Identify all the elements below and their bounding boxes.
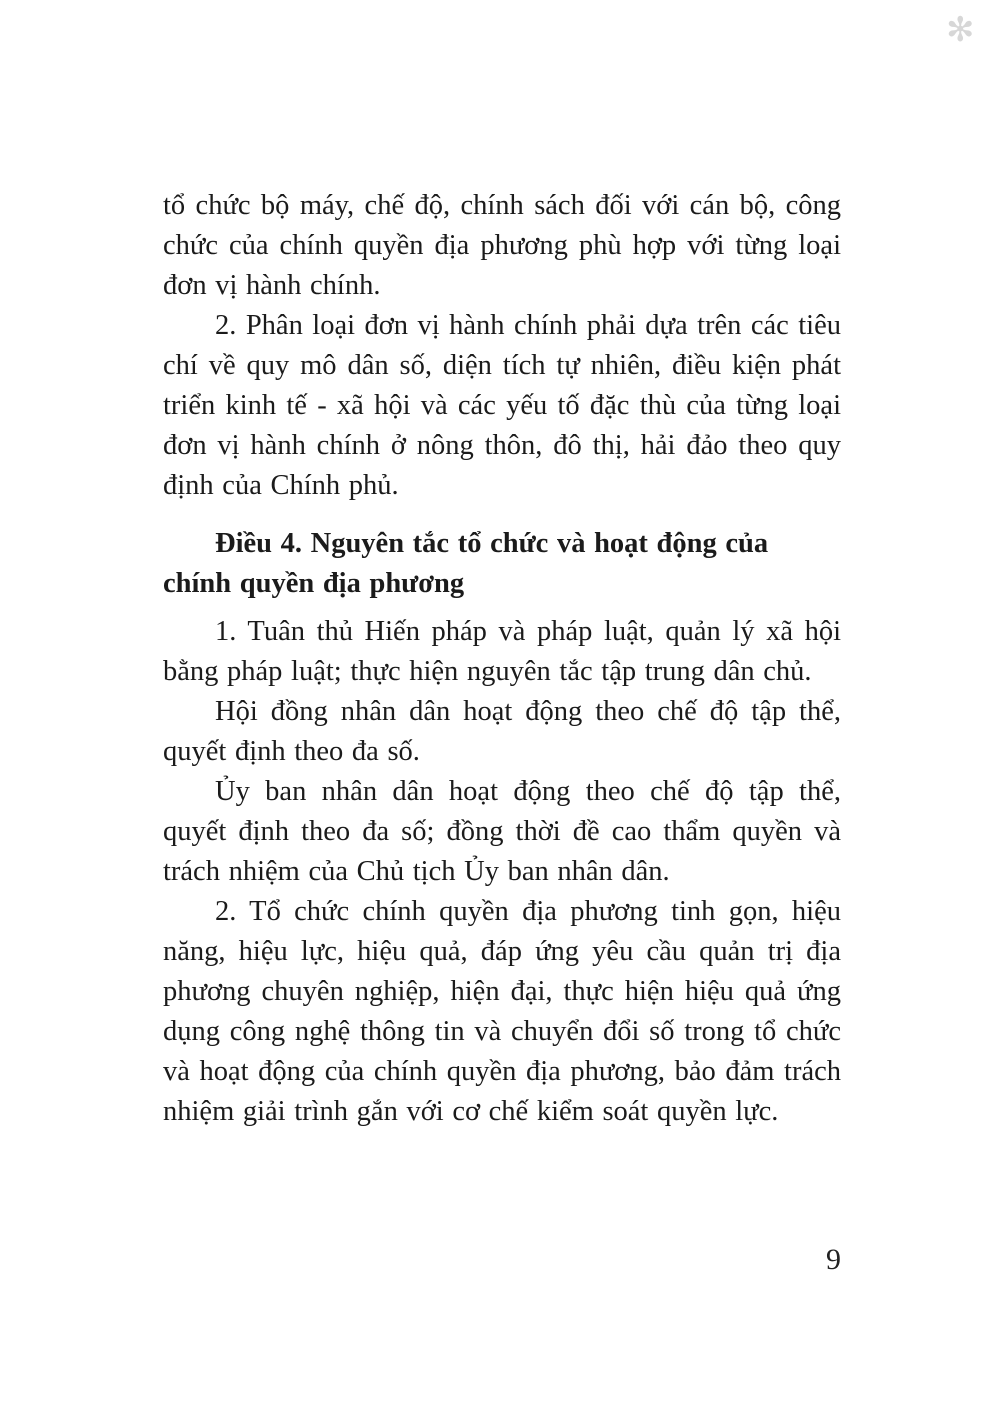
- paragraph-continuation: tổ chức bộ máy, chế độ, chính sách đối với cán bộ, công chức của chính quyền địa phương phù hợp với từng loại đơn vị hành chính.: [163, 190, 841, 301]
- paragraph-peoples-council: Hội đồng nhân dân hoạt động theo chế độ tập thể, quyết định theo đa số.: [163, 696, 841, 767]
- page-text-block: [163, 186, 841, 1132]
- flower-ornament-icon: ✻: [946, 12, 975, 49]
- paragraph-clause-2-organization: 2. Tổ chức chính quyền địa phương tinh gọn, hiệu năng, hiệu lực, hiệu quả, đáp ứng yêu cầu quản trị địa phương chuyên nghiệp, hiện đại, thực hiện hiệu quả ứng dụng công nghệ thông tin và chuyển đổi số trong tổ chức và hoạt động của chính quyền địa phương, bảo đảm trách nhiệm giải trình gắn với cơ chế kiểm soát quyền lực.: [163, 896, 841, 1127]
- paragraph-peoples-committee: Ủy ban nhân dân hoạt động theo chế độ tập thể, quyết định theo đa số; đồng thời đề cao thẩm quyền và trách nhiệm của Chủ tịch Ủy ban nhân dân.: [163, 776, 841, 887]
- page-number: 9: [826, 1243, 841, 1276]
- paragraph-clause-2-classification: 2. Phân loại đơn vị hành chính phải dựa trên các tiêu chí về quy mô dân số, diện tích tự nhiên, điều kiện phát triển kinh tế - xã hội và các yếu tố đặc thù của từng loại đơn vị hành chính ở nông thôn, đô thị, hải đảo theo quy định của Chính phủ.: [163, 310, 841, 501]
- article-4-heading: Điều 4. Nguyên tắc tổ chức và hoạt động của chính quyền địa phương: [163, 528, 769, 599]
- paragraph-clause-1-principles: 1. Tuân thủ Hiến pháp và pháp luật, quản lý xã hội bằng pháp luật; thực hiện nguyên tắc tập trung dân chủ.: [163, 616, 841, 687]
